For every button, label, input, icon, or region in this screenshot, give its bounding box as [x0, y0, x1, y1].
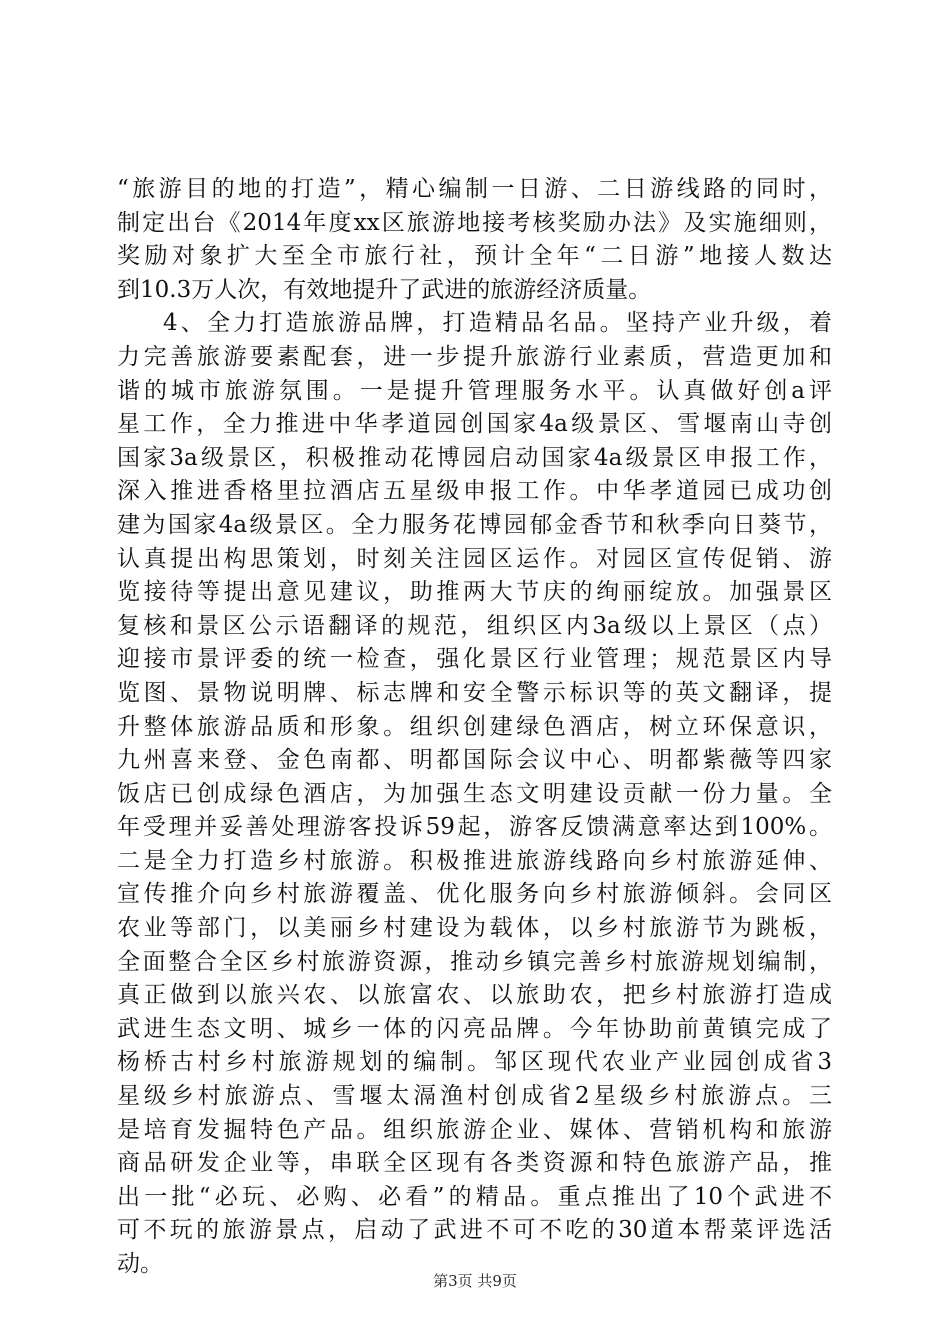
text-line: 认真提出构思策划，时刻关注园区运作。对园区宣传促销、游 [117, 545, 832, 572]
text-line: 迎接市景评委的统一检查，强化景区行业管理；规范景区内导 [117, 646, 832, 673]
text-line: 全面整合全区乡村旅游资源，推动乡镇完善乡村旅游规划编制， [117, 948, 832, 975]
text-line: 宣传推介向乡村旅游覆盖、优化服务向乡村旅游倾斜。会同区 [117, 881, 832, 908]
text-line: 饭店已创成绿色酒店，为加强生态文明建设贡献一份力量。全 [117, 780, 832, 807]
text-line: 年受理并妥善处理游客投诉59起，游客反馈满意率达到100%。 [117, 814, 832, 841]
text-line: 览图、景物说明牌、标志牌和安全警示标识等的英文翻译，提 [117, 679, 832, 706]
text-line: 制定出台《2014年度xx区旅游地接考核奖励办法》及实施细则， [117, 209, 832, 236]
text-line: 复核和景区公示语翻译的规范，组织区内3a级以上景区（点） [117, 612, 832, 639]
text-line: “旅游目的地的打造”，精心编制一日游、二日游线路的同时， [117, 176, 832, 202]
text-line: 武进生态文明、城乡一体的闪亮品牌。今年协助前黄镇完成了 [117, 1015, 832, 1042]
page-number-footer: 第3页 共9页 [433, 1272, 517, 1290]
text-line: 星工作，全力推进中华孝道园创国家4a级景区、雪堰南山寺创 [117, 411, 832, 438]
text-line: 农业等部门，以美丽乡村建设为载体，以乡村旅游节为跳板， [117, 915, 832, 942]
text-line: 谐的城市旅游氛围。一是提升管理服务水平。认真做好创a评 [117, 377, 832, 404]
text-line: 九州喜来登、金色南都、明都国际会议中心、明都紫薇等四家 [117, 747, 832, 774]
text-line: 动。 [117, 1251, 163, 1277]
body-text [117, 173, 832, 1282]
text-line: 力完善旅游要素配套，进一步提升旅游行业素质，营造更加和 [117, 343, 832, 370]
text-line: 出一批“必玩、必购、必看”的精品。重点推出了10个武进不 [117, 1183, 832, 1210]
text-line: 是培育发掘特色产品。组织旅游企业、媒体、营销机构和旅游 [117, 1116, 832, 1143]
text-line: 杨桥古村乡村旅游规划的编制。邹区现代农业产业园创成省3 [117, 1049, 832, 1076]
text-line: 可不玩的旅游景点，启动了武进不可不吃的30道本帮菜评选活 [117, 1217, 832, 1244]
text-line: 览接待等提出意见建议，助推两大节庆的绚丽绽放。加强景区 [117, 579, 832, 606]
text-line: 国家3a级景区，积极推动花博园启动国家4a级景区申报工作， [117, 444, 832, 471]
text-line: 建为国家4a级景区。全力服务花博园郁金香节和秋季向日葵节， [117, 511, 832, 538]
text-line: 星级乡村旅游点、雪堰太滆渔村创成省2星级乡村旅游点。三 [117, 1083, 832, 1110]
text-line: 真正做到以旅兴农、以旅富农、以旅助农，把乡村旅游打造成 [117, 982, 832, 1009]
text-line: 深入推进香格里拉酒店五星级申报工作。中华孝道园已成功创 [117, 478, 832, 505]
text-line: 二是全力打造乡村旅游。积极推进旅游线路向乡村旅游延伸、 [117, 847, 832, 874]
text-line: 到10.3万人次，有效地提升了武进的旅游经济质量。 [117, 276, 652, 303]
text-line: 升整体旅游品质和形象。组织创建绿色酒店，树立环保意识， [117, 713, 832, 740]
text-line: 奖励对象扩大至全市旅行社，预计全年“二日游”地接人数达 [117, 243, 832, 270]
text-line: 商品研发企业等，串联全区现有各类资源和特色旅游产品，推 [117, 1150, 832, 1177]
paragraph-start-line: 4、全力打造旅游品牌，打造精品名品。坚持产业升级，着 [163, 310, 832, 337]
